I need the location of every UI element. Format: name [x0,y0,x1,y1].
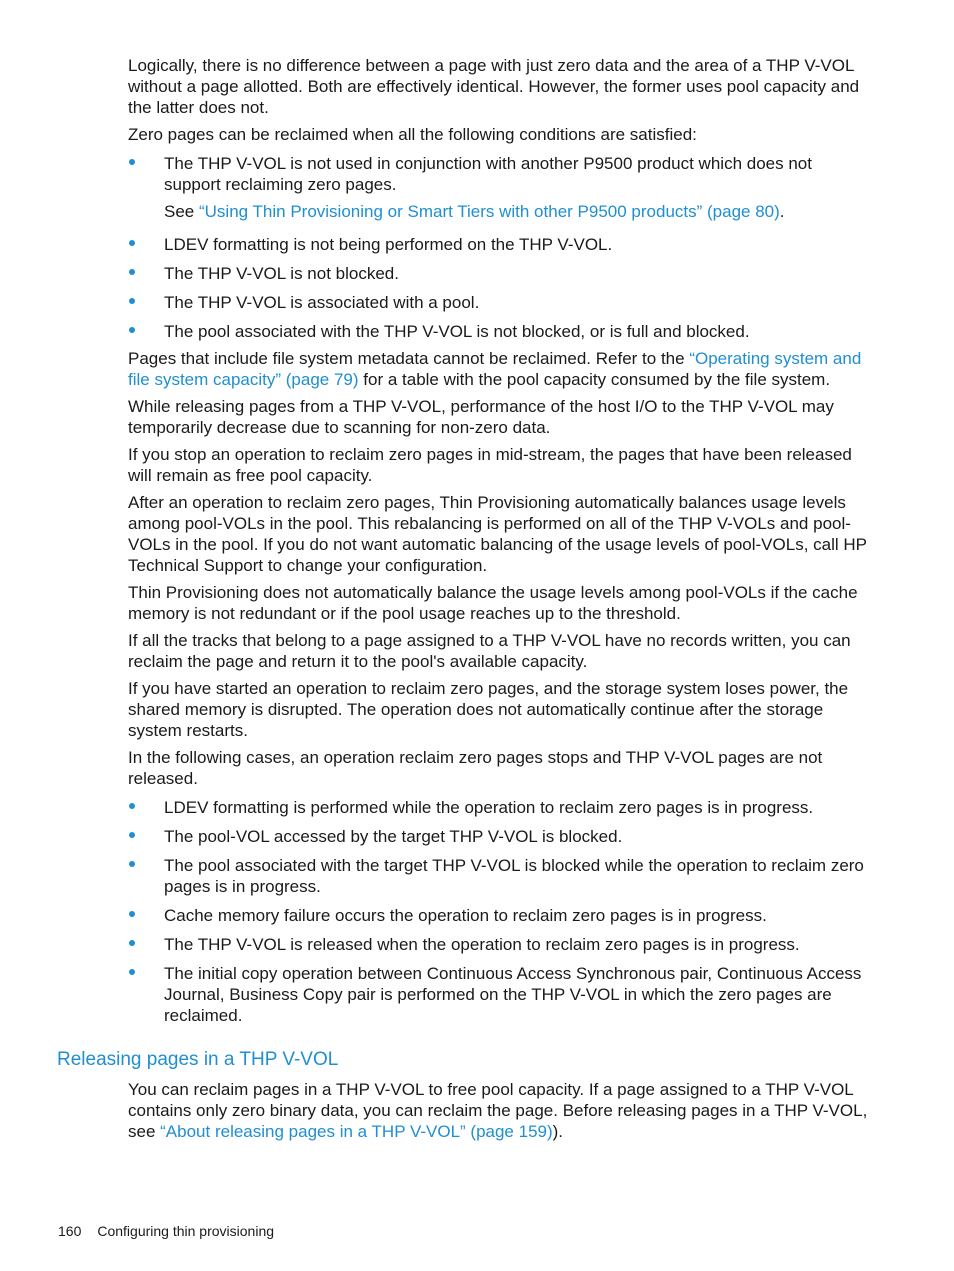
see-reference [164,201,870,222]
list-item-text: The THP V-VOL is associated with a pool. [164,293,480,312]
bullet-icon [129,911,135,917]
bullet-icon [129,832,135,838]
cases-list [128,797,870,1026]
bullet-icon [129,861,135,867]
paragraph [128,348,870,390]
section-heading: Releasing pages in a THP V-VOL [57,1049,339,1070]
list-item [128,855,870,897]
paragraph: If you stop an operation to reclaim zero pages in mid-stream, the pages that have been released will remain as free pool capacity. [128,445,852,485]
paragraph-text: Pages that include file system metadata cannot be reclaimed. Refer to the [128,349,690,368]
paragraph: Logically, there is no difference between a page with just zero data and the area of a THP V-VOL without a page allotted. Both are effectively identical. However, the former uses pool capacity and the latter does not. [128,56,860,117]
bullet-icon [129,803,135,809]
list-item [128,934,870,955]
see-prefix: See [164,202,199,221]
list-item [128,826,870,847]
section-content [128,1079,870,1148]
page-footer [58,1223,274,1239]
chapter-title: Configuring thin provisioning [97,1223,275,1239]
paragraph: If all the tracks that belong to a page assigned to a THP V-VOL have no records written, you can reclaim the page and return it to the pool's available capacity. [128,631,851,671]
list-item-text: The THP V-VOL is released when the operation to reclaim zero pages is in progress. [164,935,800,954]
list-item [128,234,870,255]
list-item [128,905,870,926]
list-item-text: The THP V-VOL is not blocked. [164,264,399,283]
paragraph [128,1079,870,1142]
paragraph-text: ). [552,1122,564,1141]
bullet-icon [129,269,135,275]
paragraph: While releasing pages from a THP V-VOL, performance of the host I/O to the THP V-VOL may temporarily decrease due to scanning for non-zero data. [128,397,834,437]
list-item [128,321,870,342]
bullet-icon [129,327,135,333]
list-item-text: The pool associated with the THP V-VOL is not blocked, or is full and blocked. [164,322,750,341]
cross-reference-link[interactable]: “About releasing pages in a THP V-VOL” (page 159) [160,1122,553,1141]
list-item [128,153,870,222]
list-item-text: The pool associated with the target THP V-VOL is blocked while the operation to reclaim zero pages is in progress. [164,856,864,896]
bullet-icon [129,298,135,304]
list-item-text: The pool-VOL accessed by the target THP V-VOL is blocked. [164,827,623,846]
main-content [128,55,870,1034]
paragraph: Zero pages can be reclaimed when all the following conditions are satisfied: [128,125,697,144]
list-item [128,263,870,284]
paragraph: If you have started an operation to reclaim zero pages, and the storage system loses power, the shared memory is disrupted. The operation does not automatically continue after the storage system restarts. [128,679,849,740]
paragraph: In the following cases, an operation reclaim zero pages stops and THP V-VOL pages are not released. [128,748,823,788]
list-item-text: Cache memory failure occurs the operation to reclaim zero pages is in progress. [164,906,767,925]
paragraph-text: You can reclaim pages in a THP V-VOL to free pool capacity. If a page assigned to a THP V-VOL contains only zero binary data, you can reclaim the page. Before releasing pages in a THP V-VOL, see [128,1080,868,1141]
list-item-text: LDEV formatting is performed while the operation to reclaim zero pages is in progress. [164,798,814,817]
page-number: 160 [58,1223,82,1239]
list-item [128,963,870,1026]
bullet-icon [129,969,135,975]
paragraph-text: for a table with the pool capacity consumed by the file system. [358,370,831,389]
list-item-text: The THP V-VOL is not used in conjunction with another P9500 product which does not support reclaiming zero pages. [164,154,812,194]
bullet-icon [129,240,135,246]
conditions-list [128,153,870,342]
bullet-icon [129,159,135,165]
cross-reference-link[interactable]: “Using Thin Provisioning or Smart Tiers with other P9500 products” (page 80) [198,202,780,221]
see-suffix: . [779,202,785,221]
list-item [128,797,870,818]
list-item [128,292,870,313]
cross-reference-link[interactable]: “Operating system and file system capacity” (page 79) [128,349,862,389]
paragraph: After an operation to reclaim zero pages, Thin Provisioning automatically balances usage levels among pool-VOLs in the pool. This rebalancing is performed on all of the THP V-VOLs and pool-VOLs in the pool. If you do not want automatic balancing of the usage levels of pool-VOLs, call HP Technical Support to change your configuration. [128,493,867,575]
list-item-text: LDEV formatting is not being performed on the THP V-VOL. [164,235,613,254]
list-item-text: The initial copy operation between Continuous Access Synchronous pair, Continuous Access Journal, Business Copy pair is performed on the THP V-VOL in which the zero pages are reclaimed. [164,964,862,1025]
bullet-icon [129,940,135,946]
paragraph: Thin Provisioning does not automatically balance the usage levels among pool-VOLs if the cache memory is not redundant or if the pool usage reaches up to the threshold. [128,583,858,623]
